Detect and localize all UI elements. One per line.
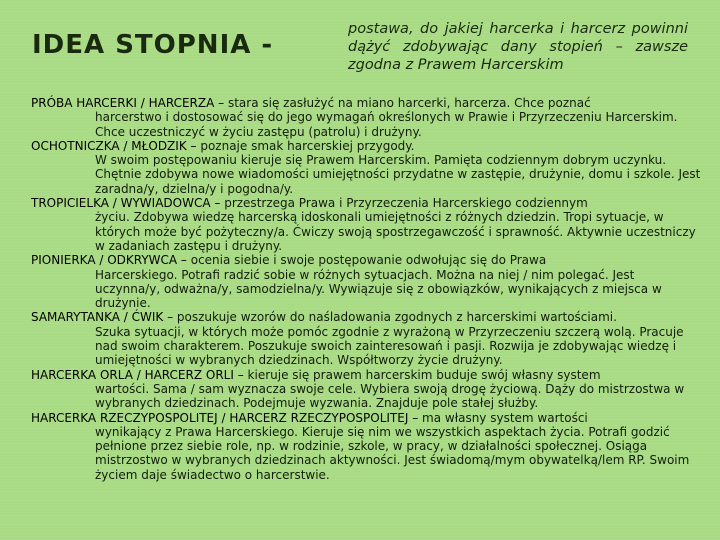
rank-entry-harcerka-rzeczypospolitej <box>31 411 701 482</box>
rank-entry-harcerka-orla <box>31 368 701 411</box>
rank-list <box>31 96 701 482</box>
rank-description-rest: życiu. Zdobywa wiedzę harcerską idoskonali umiejętności z różnych dziedzin. Tropi sytuacje, w których może być pożyteczny/a. Ćwiczy swoją spostrzegawczość i sprawność. Aktywnie uczestniczy w zadaniach zastępu i drużyny. <box>95 210 696 253</box>
rank-entry-pionierka <box>31 253 701 310</box>
rank-heading: HARCERKA RZECZYPOSPOLITEJ / HARCERZ RZECZYPOSPOLITEJ – <box>31 410 423 425</box>
rank-description-first-line: stara się zasłużyć na miano harcerki, harcerza. Chce poznać <box>227 96 591 110</box>
rank-description-rest: harcerstwo i dostosować się do jego wymagań określonych w Prawie i Przyrzeczeniu Harcerskim. Chce uczestniczyć w życiu zastępu (patrolu) i drużyny. <box>95 110 678 139</box>
rank-description-rest: wartości. Sama / sam wyznacza swoje cele. Wybiera swoją drogę życiową. Dąży do mistrzostwa w wybranych dziedzinach. Podejmuje wyzwania. Znajduje pole stałej służby. <box>95 381 685 411</box>
rank-description-rest: Szuka sytuacji, w których może pomóc zgodnie z wyrażoną w Przyrzeczeniu szczerą wolą. Pracuje nad swoim charakterem. Poszukuje swoich zainteresowań i pasji. Rozwija je zdobywając wiedzę i umiejętności w wybranych dziedzinach. Współtworzy życie drużyny. <box>95 324 684 368</box>
rank-description-rest: Harcerskiego. Potrafi radzić sobie w różnych sytuacjach. Można na niej / nim polegać. Jest uczynna/y, odważna/y, samodzielna/y. Wywiązuje się z obowiązków, wynikających z miejsca w drużynie. <box>95 267 662 311</box>
rank-entry-ochotniczka <box>31 139 701 196</box>
slide-subtitle: postawa, do jakiej harcerka i harcerz powinni dążyć zdobywając dany stopień – zawsze zgodna z Prawem Harcerskim <box>348 21 688 73</box>
rank-heading: HARCERKA ORLA / HARCERZ ORLI – <box>31 367 248 382</box>
rank-heading: PIONIERKA / ODKRYWCA – <box>31 253 191 268</box>
rank-entry-samarytanka <box>31 310 701 367</box>
slide-title: IDEA STOPNIA - <box>32 30 274 60</box>
rank-description-first-line: poznaje smak harcerskiej przygody. <box>200 138 415 153</box>
rank-heading: TROPICIELKA / WYWIADOWCA – <box>31 196 225 211</box>
rank-description-first-line: ocenia siebie i swoje postępowanie odwołując się do Prawa <box>190 253 547 268</box>
rank-description-rest: W swoim postępowaniu kieruje się Prawem Harcerskim. Pamięta codziennym dobrym uczynku. Chętnie zdobywa nowe wiadomości umiejętności przydatne w zastępie, drużynie, domu i szkole. Jest zaradna/y, dzielna/y i pogodna/y. <box>95 153 701 196</box>
rank-heading: OCHOTNICZKA / MŁODZIK – <box>31 138 201 153</box>
rank-description-first-line: kieruje się prawem harcerskim buduje swój własny system <box>247 367 601 382</box>
rank-description-first-line: ma własny system wartości <box>422 410 588 425</box>
rank-heading: SAMARYTANKA / ĆWIK – <box>31 310 177 325</box>
rank-entry-proba <box>31 96 701 139</box>
rank-heading: PRÓBA HARCERKI / HARCERZA – <box>31 96 228 110</box>
rank-description-first-line: poszukuje wzorów do naśladowania zgodnych z harcerskimi wartościami. <box>176 310 617 325</box>
rank-description-first-line: przestrzega Prawa i Przyrzeczenia Harcerskiego codziennym <box>224 196 588 211</box>
rank-description-rest: wynikający z Prawa Harcerskiego. Kieruje się nim we wszystkich aspektach życia. Potrafi godzić pełnione przez siebie role, np. w rodzinie, szkole, w pracy, w działalności społecznej. Osiąga mistrzostwo w wybranych dziedzinach aktywności. Jest świadomą/mym obywatelką/lem RP. Swoim życiem daje świadectwo o harcerstwie. <box>95 424 690 482</box>
rank-entry-tropicielka <box>31 196 701 253</box>
